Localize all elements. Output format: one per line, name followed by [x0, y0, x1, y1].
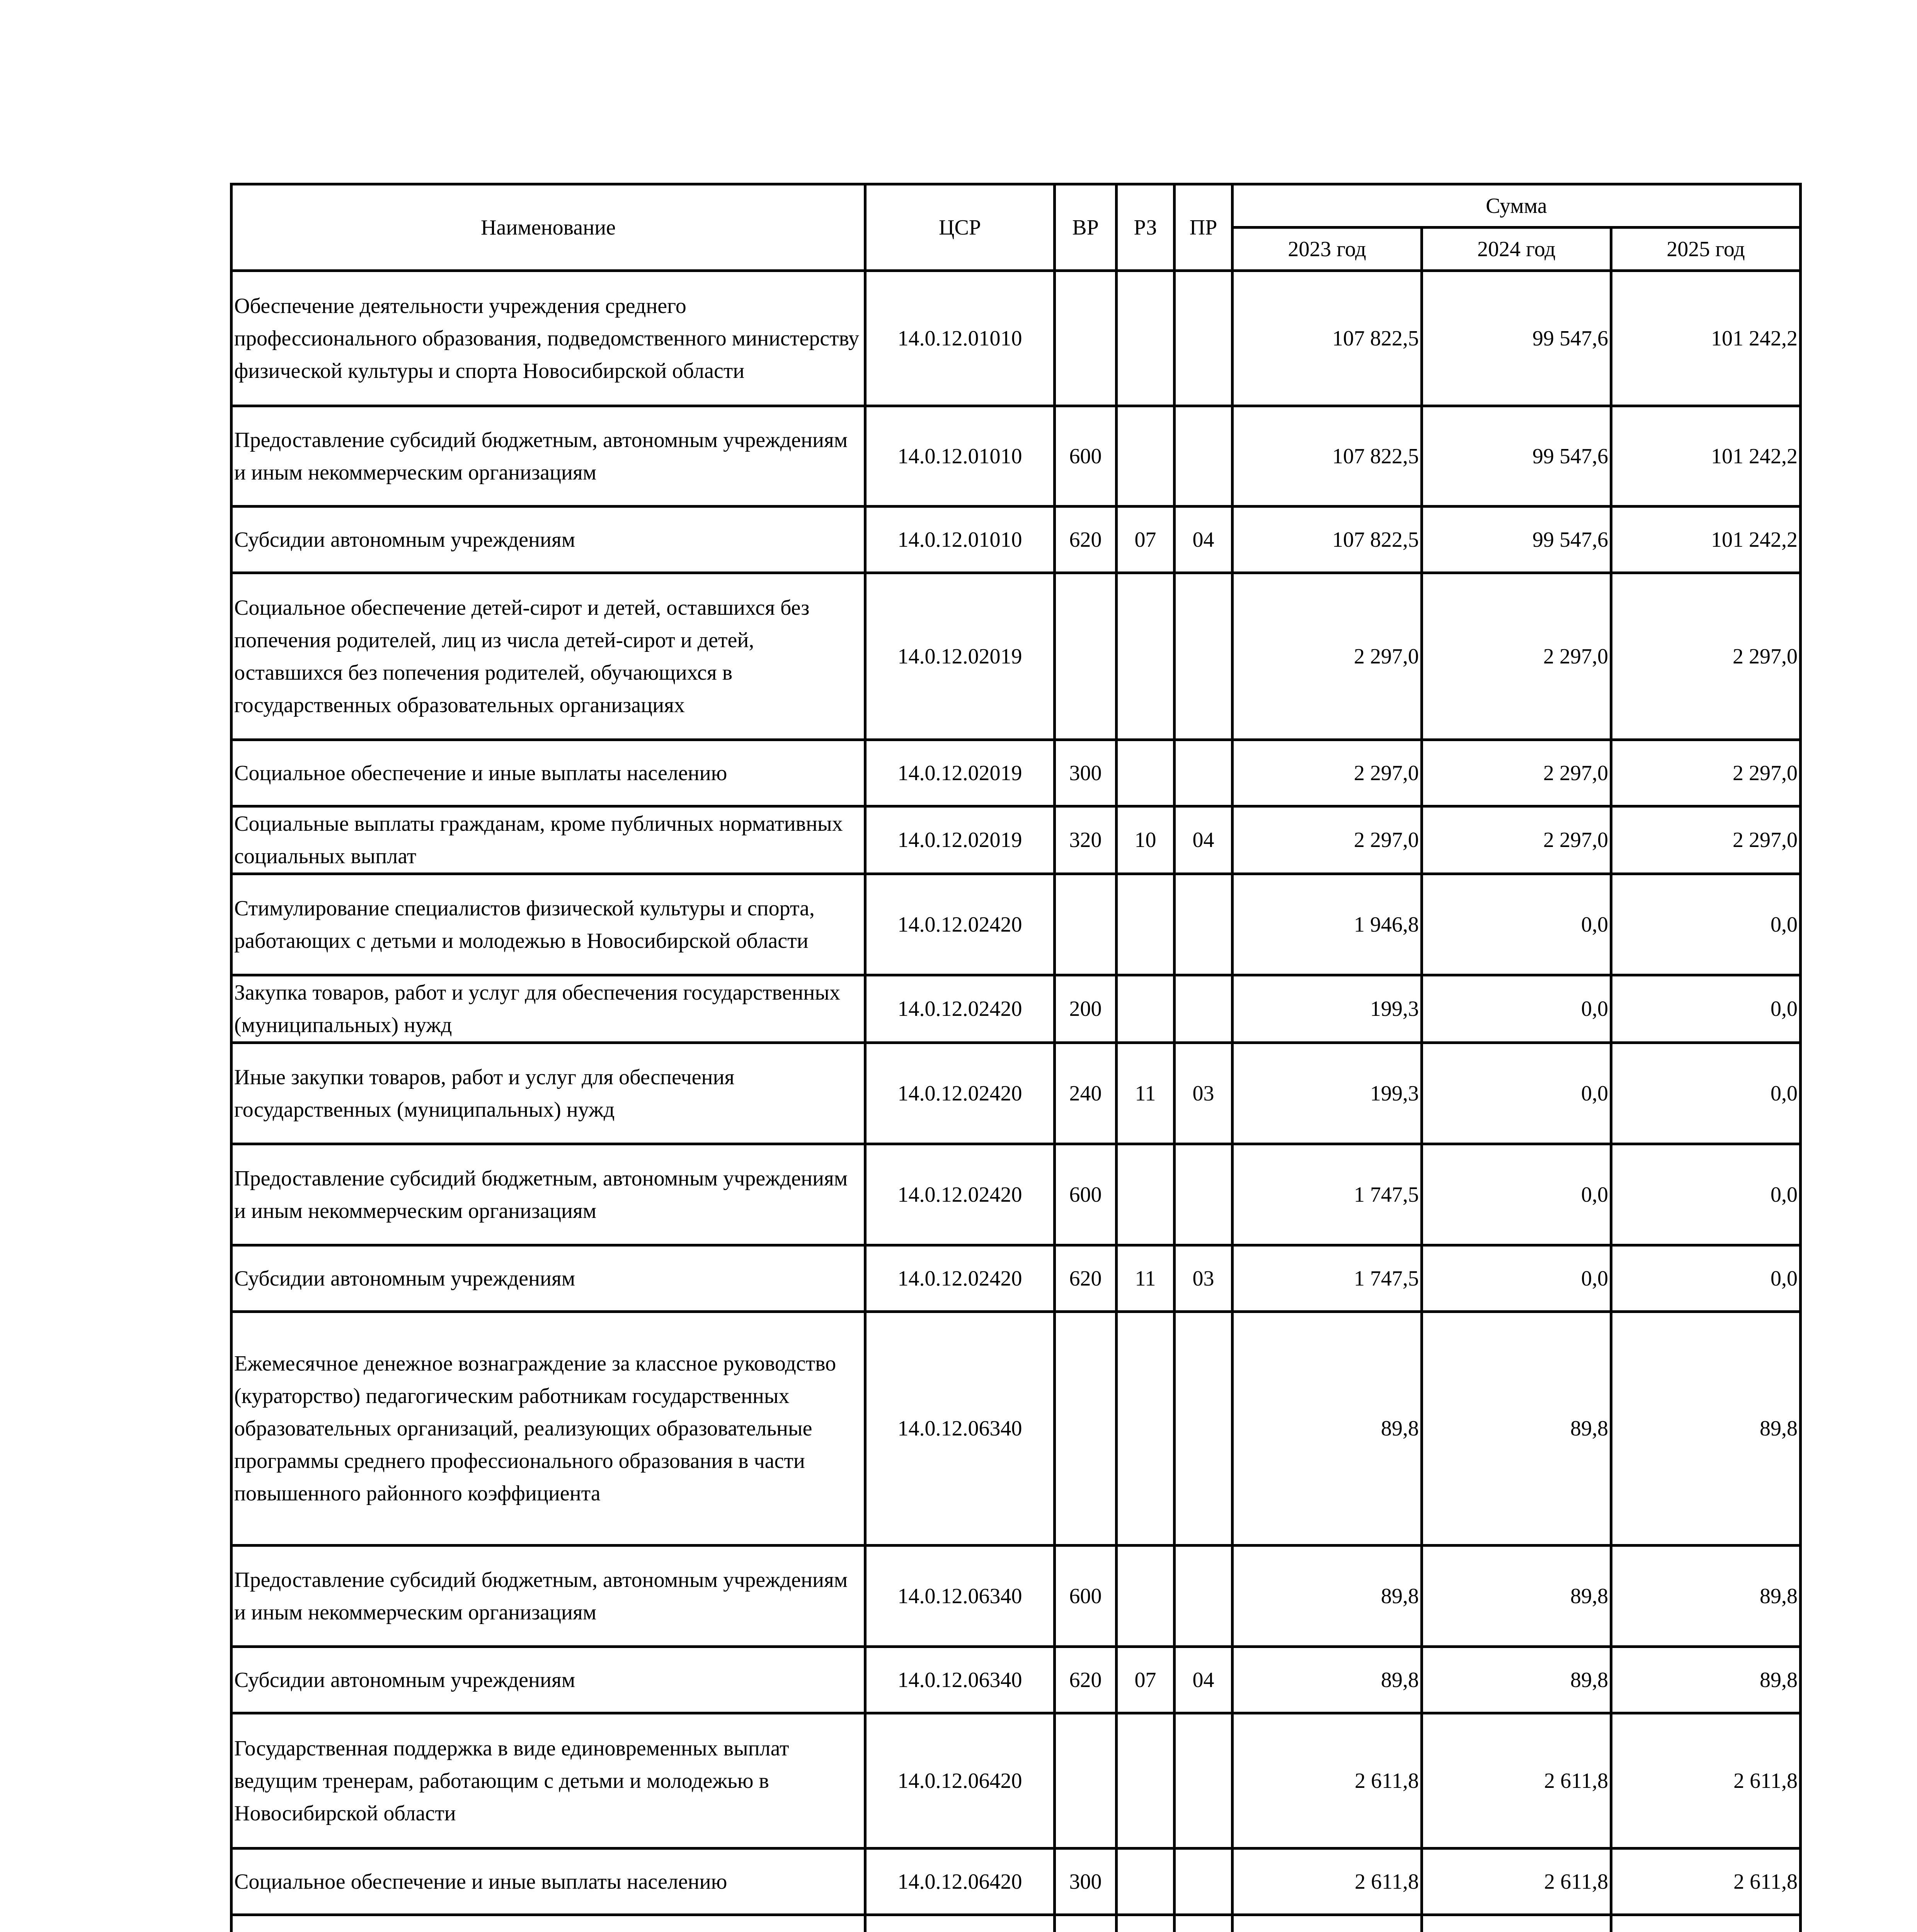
cell-sum-2023: 89,8 [1233, 1312, 1422, 1546]
cell-sum-2024: 89,8 [1422, 1546, 1611, 1647]
cell-csr: 14.0.12.02420 [865, 975, 1055, 1043]
cell-sum-2025: 0,0 [1611, 1043, 1801, 1144]
cell-csr: 14.0.12.02420 [865, 1043, 1055, 1144]
table-row [232, 874, 1801, 975]
cell-sum-2023: 199,3 [1233, 1043, 1422, 1144]
cell-vr [1055, 573, 1117, 740]
cell-sum-2025: 0,0 [1611, 1245, 1801, 1312]
cell-name: Ежемесячное денежное вознаграждение за классное руководство (кураторство) педагогическим работникам государственных образовательных организаций, реализующих образовательные программы среднего профессионального образования в части повышенного районного коэффициента [232, 1312, 865, 1546]
cell-vr: 620 [1055, 1245, 1117, 1312]
cell-sum-2025: 101 242,2 [1611, 406, 1801, 507]
table-row [232, 975, 1801, 1043]
cell-name: Предоставление субсидий бюджетным, автономным учреждениям и иным некоммерческим организациям [232, 1144, 865, 1245]
cell-name: Социальное обеспечение и иные выплаты населению [232, 740, 865, 806]
cell-vr: 620 [1055, 507, 1117, 573]
cell-vr [1055, 1713, 1117, 1849]
cell-name: Субсидии автономным учреждениям [232, 1647, 865, 1713]
cell-sum-2025: 0,0 [1611, 874, 1801, 975]
cell-sum-2024: 2 297,0 [1422, 806, 1611, 874]
cell-name: Предоставление субсидий бюджетным, автономным учреждениям и иным некоммерческим организациям [232, 406, 865, 507]
cell-sum-2025: 2 297,0 [1611, 806, 1801, 874]
cell-sum-2023: 199,3 [1233, 975, 1422, 1043]
cell-pr: 04 [1175, 507, 1233, 573]
header-sum: Сумма [1233, 184, 1801, 228]
cell-rz [1117, 1713, 1175, 1849]
cell-name: Социальное обеспечение и иные выплаты населению [232, 1849, 865, 1915]
cell-csr: 14.0.12.02420 [865, 874, 1055, 975]
cell-sum-2023: 2 297,0 [1233, 806, 1422, 874]
cell-sum-2024: 2 611,8 [1422, 1713, 1611, 1849]
cell-name [232, 1915, 865, 1932]
cell-sum-2024: 99 547,6 [1422, 271, 1611, 406]
cell-sum-2023: 89,8 [1233, 1647, 1422, 1713]
cell-name: Стимулирование специалистов физической культуры и спорта, работающих с детьми и молодежью в Новосибирской области [232, 874, 865, 975]
cell-pr: 04 [1175, 1647, 1233, 1713]
table-row [232, 1647, 1801, 1713]
cell-vr: 300 [1055, 1849, 1117, 1915]
table-row [232, 1144, 1801, 1245]
cell-sum-2025: 2 297,0 [1611, 573, 1801, 740]
cell-csr: 14.0.12.02019 [865, 573, 1055, 740]
cell-pr [1175, 1312, 1233, 1546]
cell-pr [1175, 1915, 1233, 1932]
table-row [232, 1915, 1801, 1932]
cell-rz [1117, 874, 1175, 975]
cell-name: Обеспечение деятельности учреждения среднего профессионального образования, подведомственного министерству физической культуры и спорта Новосибирской области [232, 271, 865, 406]
header-row-1 [232, 184, 1801, 228]
cell-sum-2025: 0,0 [1611, 975, 1801, 1043]
cell-name: Иные закупки товаров, работ и услуг для обеспечения государственных (муниципальных) нужд [232, 1043, 865, 1144]
cell-name: Социальные выплаты гражданам, кроме публичных нормативных социальных выплат [232, 806, 865, 874]
cell-rz [1117, 573, 1175, 740]
cell-rz [1117, 1849, 1175, 1915]
cell-rz: 11 [1117, 1043, 1175, 1144]
cell-pr [1175, 406, 1233, 507]
header-vr: ВР [1055, 184, 1117, 271]
cell-rz: 11 [1117, 1245, 1175, 1312]
table-row [232, 573, 1801, 740]
cell-rz [1117, 1144, 1175, 1245]
cell-sum-2024: 0,0 [1422, 874, 1611, 975]
cell-name: Предоставление субсидий бюджетным, автономным учреждениям и иным некоммерческим организациям [232, 1546, 865, 1647]
cell-csr: 14.0.12.02019 [865, 806, 1055, 874]
cell-sum-2023: 2 297,0 [1233, 740, 1422, 806]
header-csr: ЦСР [865, 184, 1055, 271]
cell-csr: 14.0.12.02420 [865, 1245, 1055, 1312]
header-year-2024: 2024 год [1422, 228, 1611, 271]
table-row [232, 1245, 1801, 1312]
cell-pr [1175, 1849, 1233, 1915]
cell-sum-2023: 2 297,0 [1233, 573, 1422, 740]
cell-sum-2025: 89,8 [1611, 1312, 1801, 1546]
cell-rz [1117, 1546, 1175, 1647]
table-row [232, 1713, 1801, 1849]
cell-pr: 03 [1175, 1245, 1233, 1312]
cell-csr: 14.0.12.01010 [865, 406, 1055, 507]
cell-pr: 03 [1175, 1043, 1233, 1144]
cell-pr [1175, 874, 1233, 975]
cell-sum-2023: 1 747,5 [1233, 1144, 1422, 1245]
cell-name: Субсидии автономным учреждениям [232, 1245, 865, 1312]
cell-vr: 300 [1055, 740, 1117, 806]
cell-sum-2023 [1233, 1915, 1422, 1932]
cell-rz [1117, 1312, 1175, 1546]
cell-pr [1175, 1713, 1233, 1849]
cell-sum-2023: 89,8 [1233, 1546, 1422, 1647]
cell-rz [1117, 406, 1175, 507]
cell-vr: 320 [1055, 806, 1117, 874]
cell-sum-2024: 0,0 [1422, 1245, 1611, 1312]
cell-rz [1117, 740, 1175, 806]
table-row [232, 1849, 1801, 1915]
budget-table [230, 183, 1802, 1932]
cell-vr: 620 [1055, 1647, 1117, 1713]
cell-sum-2025: 2 611,8 [1611, 1713, 1801, 1849]
cell-sum-2024: 2 297,0 [1422, 573, 1611, 740]
cell-sum-2024: 0,0 [1422, 1043, 1611, 1144]
cell-csr: 14.0.12.06420 [865, 1713, 1055, 1849]
cell-sum-2023: 107 822,5 [1233, 271, 1422, 406]
cell-pr [1175, 573, 1233, 740]
table-row [232, 1546, 1801, 1647]
cell-sum-2023: 2 611,8 [1233, 1713, 1422, 1849]
cell-sum-2024: 0,0 [1422, 975, 1611, 1043]
cell-csr: 14.0.12.02019 [865, 740, 1055, 806]
cell-sum-2023: 1 946,8 [1233, 874, 1422, 975]
cell-sum-2024: 0,0 [1422, 1144, 1611, 1245]
cell-vr: 600 [1055, 1546, 1117, 1647]
cell-csr [865, 1915, 1055, 1932]
cell-sum-2023: 107 822,5 [1233, 406, 1422, 507]
cell-rz: 07 [1117, 507, 1175, 573]
header-name: Наименование [232, 184, 865, 271]
cell-sum-2025: 0,0 [1611, 1144, 1801, 1245]
cell-sum-2024: 99 547,6 [1422, 507, 1611, 573]
table-row [232, 507, 1801, 573]
cell-sum-2025: 89,8 [1611, 1546, 1801, 1647]
cell-pr [1175, 740, 1233, 806]
cell-sum-2024: 2 611,8 [1422, 1849, 1611, 1915]
cell-csr: 14.0.12.01010 [865, 271, 1055, 406]
header-pr: ПР [1175, 184, 1233, 271]
cell-sum-2024: 2 297,0 [1422, 740, 1611, 806]
cell-name: Социальное обеспечение детей-сирот и детей, оставшихся без попечения родителей, лиц из числа детей-сирот и детей, оставшихся без попечения родителей, обучающихся в государственных образовательных организациях [232, 573, 865, 740]
table-row [232, 1043, 1801, 1144]
cell-name: Государственная поддержка в виде единовременных выплат ведущим тренерам, работающим с детьми и молодежью в Новосибирской области [232, 1713, 865, 1849]
cell-vr [1055, 1915, 1117, 1932]
cell-name: Закупка товаров, работ и услуг для обеспечения государственных (муниципальных) нужд [232, 975, 865, 1043]
cell-rz [1117, 975, 1175, 1043]
table-row [232, 271, 1801, 406]
table-row [232, 1312, 1801, 1546]
cell-vr [1055, 874, 1117, 975]
cell-sum-2025: 2 611,8 [1611, 1849, 1801, 1915]
cell-vr [1055, 271, 1117, 406]
cell-rz: 10 [1117, 806, 1175, 874]
cell-sum-2024: 89,8 [1422, 1312, 1611, 1546]
cell-csr: 14.0.12.06420 [865, 1849, 1055, 1915]
cell-sum-2023: 1 747,5 [1233, 1245, 1422, 1312]
cell-vr: 200 [1055, 975, 1117, 1043]
cell-csr: 14.0.12.01010 [865, 507, 1055, 573]
header-rz: РЗ [1117, 184, 1175, 271]
cell-pr [1175, 1144, 1233, 1245]
cell-csr: 14.0.12.06340 [865, 1312, 1055, 1546]
cell-sum-2023: 107 822,5 [1233, 507, 1422, 573]
cell-vr: 240 [1055, 1043, 1117, 1144]
cell-rz: 07 [1117, 1647, 1175, 1713]
cell-sum-2023: 2 611,8 [1233, 1849, 1422, 1915]
table-row [232, 806, 1801, 874]
cell-sum-2025 [1611, 1915, 1801, 1932]
cell-sum-2025: 101 242,2 [1611, 271, 1801, 406]
cell-rz [1117, 1915, 1175, 1932]
cell-sum-2024: 89,8 [1422, 1647, 1611, 1713]
table-row [232, 406, 1801, 507]
cell-pr [1175, 1546, 1233, 1647]
cell-csr: 14.0.12.02420 [865, 1144, 1055, 1245]
cell-sum-2025: 101 242,2 [1611, 507, 1801, 573]
cell-sum-2025: 2 297,0 [1611, 740, 1801, 806]
cell-pr [1175, 975, 1233, 1043]
cell-name: Субсидии автономным учреждениям [232, 507, 865, 573]
cell-csr: 14.0.12.06340 [865, 1546, 1055, 1647]
header-year-2025: 2025 год [1611, 228, 1801, 271]
cell-rz [1117, 271, 1175, 406]
cell-vr [1055, 1312, 1117, 1546]
header-year-2023: 2023 год [1233, 228, 1422, 271]
cell-csr: 14.0.12.06340 [865, 1647, 1055, 1713]
cell-sum-2025: 89,8 [1611, 1647, 1801, 1713]
cell-vr: 600 [1055, 406, 1117, 507]
cell-pr: 04 [1175, 806, 1233, 874]
table-row [232, 740, 1801, 806]
cell-sum-2024 [1422, 1915, 1611, 1932]
cell-pr [1175, 271, 1233, 406]
cell-sum-2024: 99 547,6 [1422, 406, 1611, 507]
cell-vr: 600 [1055, 1144, 1117, 1245]
